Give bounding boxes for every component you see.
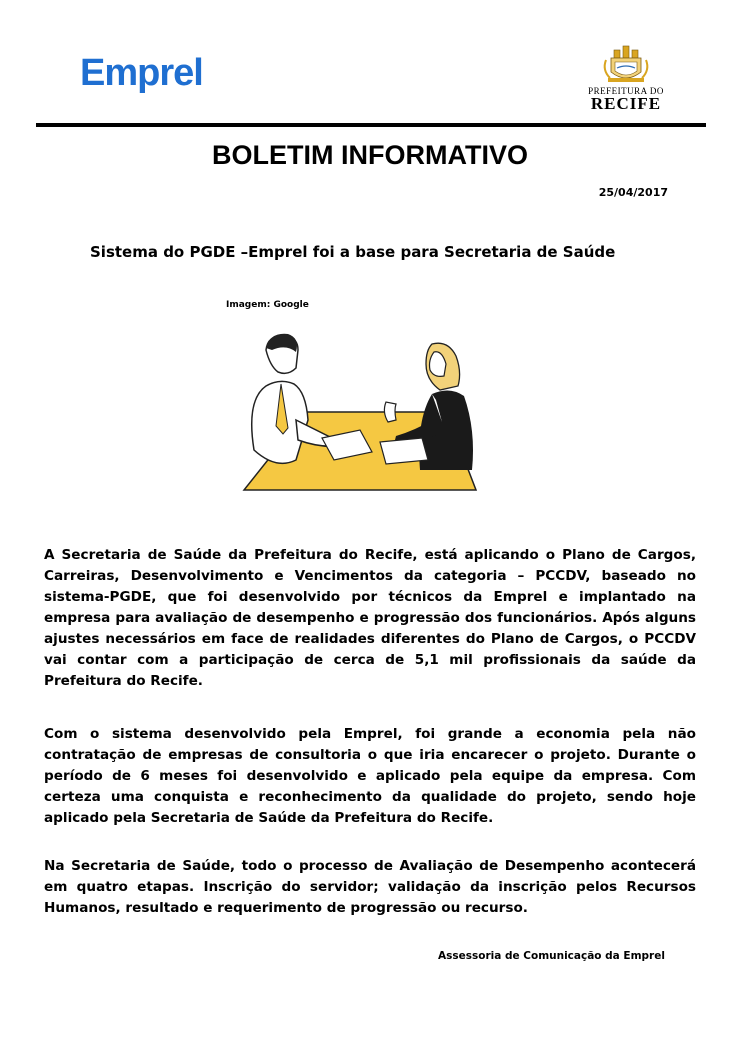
header-divider: [36, 123, 706, 127]
article-paragraph: Com o sistema desenvolvido pela Emprel, foi grande a economia pela não contratação de empresas de consultoria o que iria encarecer o projeto. Durante o período de 6 meses foi desenvolvido e aplicado pela equipe da empresa. Com certeza uma conquista e reconhecimento da qualidade do projeto, sendo hoje aplicado pela Secretaria de Saúde da Prefeitura do Recife.: [44, 726, 696, 826]
recife-logo-subtitle: PREFEITURA DO: [588, 86, 664, 96]
meeting-illustration: [236, 330, 484, 495]
publication-date: 25/04/2017: [598, 186, 668, 199]
page-title: BOLETIM INFORMATIVO: [212, 140, 528, 170]
article-headline: Sistema do PGDE –Emprel foi a base para Secretaria de Saúde: [90, 243, 616, 261]
emprel-logo: Emprel: [80, 52, 203, 94]
article-paragraph: A Secretaria de Saúde da Prefeitura do Recife, está aplicando o Plano de Cargos, Carreiras, Desenvolvimento e Vencimentos da categoria – PCCDV, baseado no sistema-PGDE, que foi desenvolvido por técnicos da Emprel e implantado na empresa para avaliação de desempenho e progressão dos funcionários. Após alguns ajustes necessários em face de realidades diferentes do Plano de Cargos, o PCCDV vai contar com a participação de cerca de 5,1 mil profissionais da saúde da Prefeitura do Recife.: [44, 547, 696, 689]
image-credit: Imagem: Google: [226, 300, 309, 310]
signature: Assessoria de Comunicação da Emprel: [438, 950, 665, 962]
article-paragraph: Na Secretaria de Saúde, todo o processo de Avaliação de Desempenho acontecerá em quatro etapas. Inscrição do servidor; validação da inscrição pelos Recursos Humanos, resultado e requerimento de progressão ou recurso.: [44, 858, 696, 916]
recife-logo-title: RECIFE: [590, 94, 662, 113]
